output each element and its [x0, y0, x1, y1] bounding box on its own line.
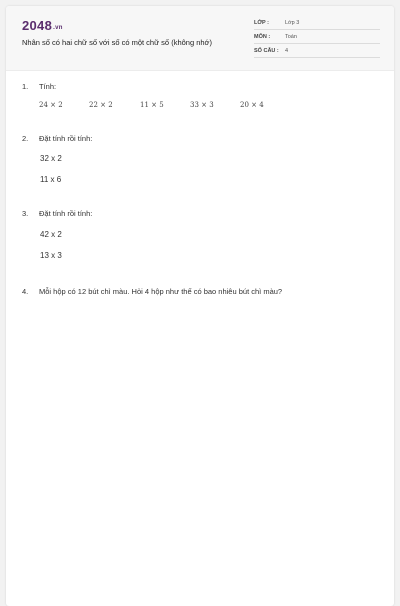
meta-question-count-label: SỐ CÂU :	[254, 48, 279, 54]
meta-subject-value: Toán	[285, 34, 297, 40]
meta-grade-label: LỚP :	[254, 20, 269, 26]
meta-subject-label: MÔN :	[254, 34, 271, 40]
question-3-item: 13 x 3	[40, 251, 62, 260]
question-1-item: 20 × 4	[240, 101, 264, 109]
question-3-item: 42 x 2	[40, 230, 62, 239]
question-4-text: Mỗi hộp có 12 bút chì màu. Hỏi 4 hộp như thế có bao nhiêu bút chì màu?	[39, 287, 283, 296]
question-2-item: 32 x 2	[40, 154, 62, 163]
meta-grade-value: Lớp 3	[285, 20, 300, 26]
question-3-number: 3.	[22, 209, 29, 218]
meta-question-count-value: 4	[285, 48, 289, 54]
logo-tld: .vn	[53, 25, 63, 31]
question-2-text: Đặt tính rồi tính:	[39, 134, 93, 143]
question-1-text: Tính:	[39, 82, 57, 91]
logo-main: 2048	[22, 18, 53, 33]
question-2-number: 2.	[22, 134, 29, 143]
question-1-item: 33 × 3	[190, 101, 214, 109]
meta-grade	[254, 17, 380, 30]
question-3-text: Đặt tính rồi tính:	[39, 209, 93, 218]
question-4-number: 4.	[22, 287, 29, 296]
question-1-item: 24 × 2	[39, 101, 63, 109]
worksheet	[6, 6, 394, 606]
meta-subject	[254, 31, 380, 44]
worksheet-header	[6, 6, 394, 71]
logo	[22, 18, 63, 33]
question-2-item: 11 x 6	[40, 175, 62, 184]
question-1-item: 11 × 5	[140, 101, 164, 109]
meta-question-count	[254, 45, 380, 58]
question-1-item: 22 × 2	[89, 101, 113, 109]
question-1-number: 1.	[22, 82, 29, 91]
worksheet-title: Nhân số có hai chữ số với số có một chữ số (không nhớ)	[22, 38, 212, 47]
